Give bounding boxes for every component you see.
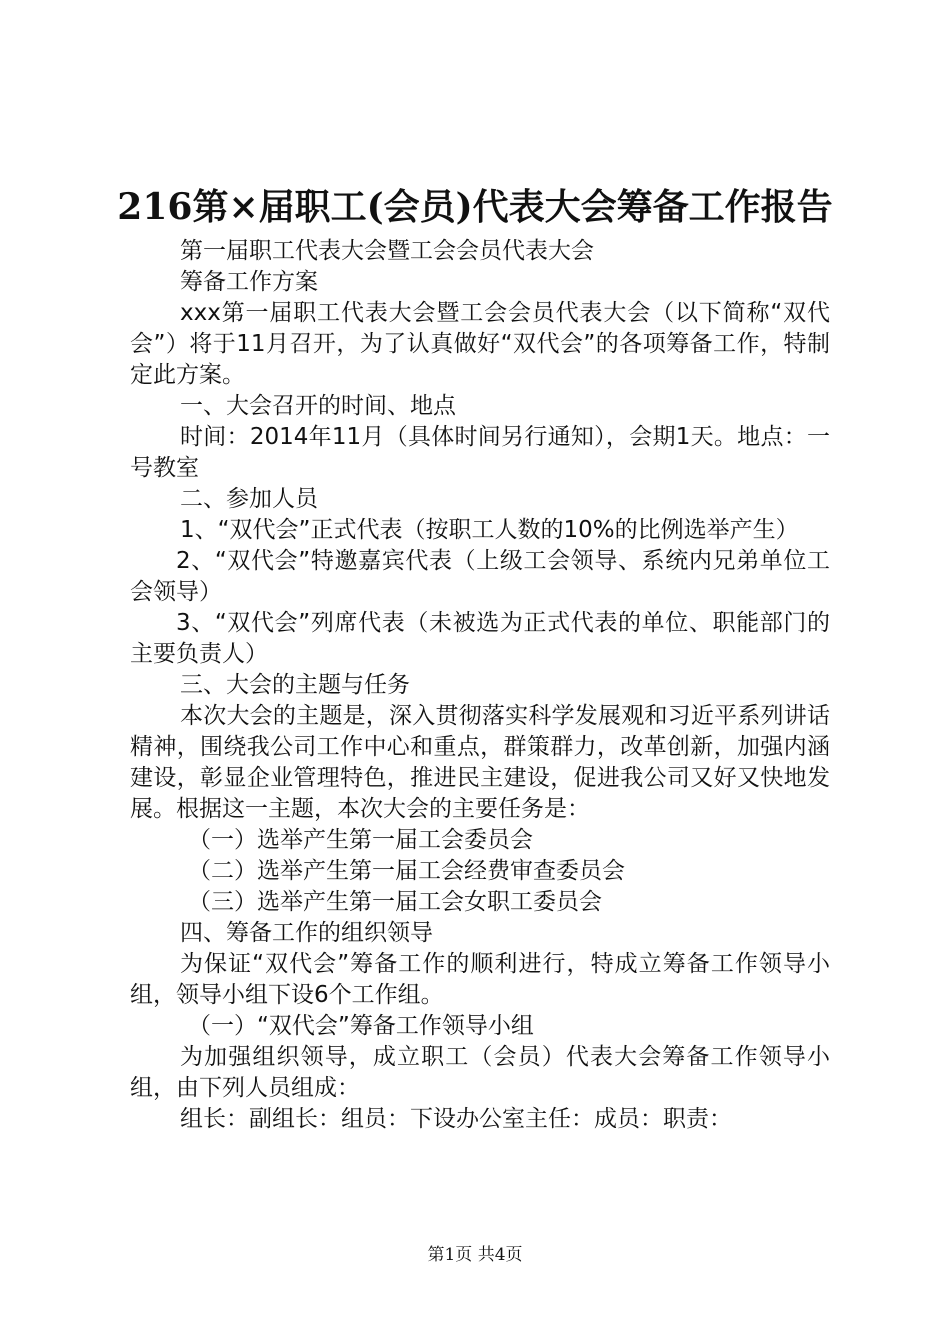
page-number-footer: 第1页 共4页 [427, 1245, 523, 1265]
paragraph-theme: 本次大会的主题是，深入贯彻落实科学发展观和习近平系列讲话精神，围绕我公司工作中心和重点，群策群力，改革创新，加强内涵建设，彰显企业管理特色，推进民主建设，促进我公司又好又快地发展。根据这一主题，本次大会的主要任务是： [130, 703, 830, 822]
paragraph-intro: xxx第一届职工代表大会暨工会会员代表大会（以下简称“双代会”）将于11月召开，为了认真做好“双代会”的各项筹备工作，特制定此方案。 [130, 300, 830, 388]
list-item-participants-2: 2、“双代会”特邀嘉宾代表（上级工会领导、系统内兄弟单位工会领导） [130, 548, 830, 605]
paragraph-leadership-group: 为加强组织领导，成立职工（会员）代表大会筹备工作领导小组，由下列人员组成： [130, 1044, 830, 1101]
section-heading-organization: 四、筹备工作的组织领导 [180, 920, 433, 946]
subsection-heading-leadership-group: （一）“双代会”筹备工作领导小组 [188, 1013, 534, 1039]
section-heading-time-place: 一、大会召开的时间、地点 [180, 393, 456, 419]
paragraph-organization: 为保证“双代会”筹备工作的顺利进行，特成立筹备工作领导小组，领导小组下设6个工作组。 [130, 951, 830, 1008]
paragraph-heading-line-1: 第一届职工代表大会暨工会会员代表大会 [180, 238, 594, 264]
list-item-participants-1: 1、“双代会”正式代表（按职工人数的10%的比例选举产生） [180, 517, 799, 543]
paragraph-time-place: 时间：2014年11月（具体时间另行通知），会期1天。地点：一号教室 [130, 424, 830, 481]
document-title: 216第×届职工(会员)代表大会筹备工作报告 [117, 186, 833, 228]
section-heading-participants: 二、参加人员 [180, 486, 318, 512]
list-item-task-1: （一）选举产生第一届工会委员会 [188, 827, 533, 853]
list-item-task-3: （三）选举产生第一届工会女职工委员会 [188, 889, 602, 915]
section-heading-theme: 三、大会的主题与任务 [180, 672, 410, 698]
list-item-participants-3: 3、“双代会”列席代表（未被选为正式代表的单位、职能部门的主要负责人） [130, 610, 830, 667]
paragraph-heading-line-2: 筹备工作方案 [180, 269, 318, 295]
list-item-task-2: （二）选举产生第一届工会经费审查委员会 [188, 858, 625, 884]
document-body [130, 236, 830, 1135]
paragraph-roles: 组长：副组长：组员：下设办公室主任：成员：职责： [180, 1106, 732, 1132]
